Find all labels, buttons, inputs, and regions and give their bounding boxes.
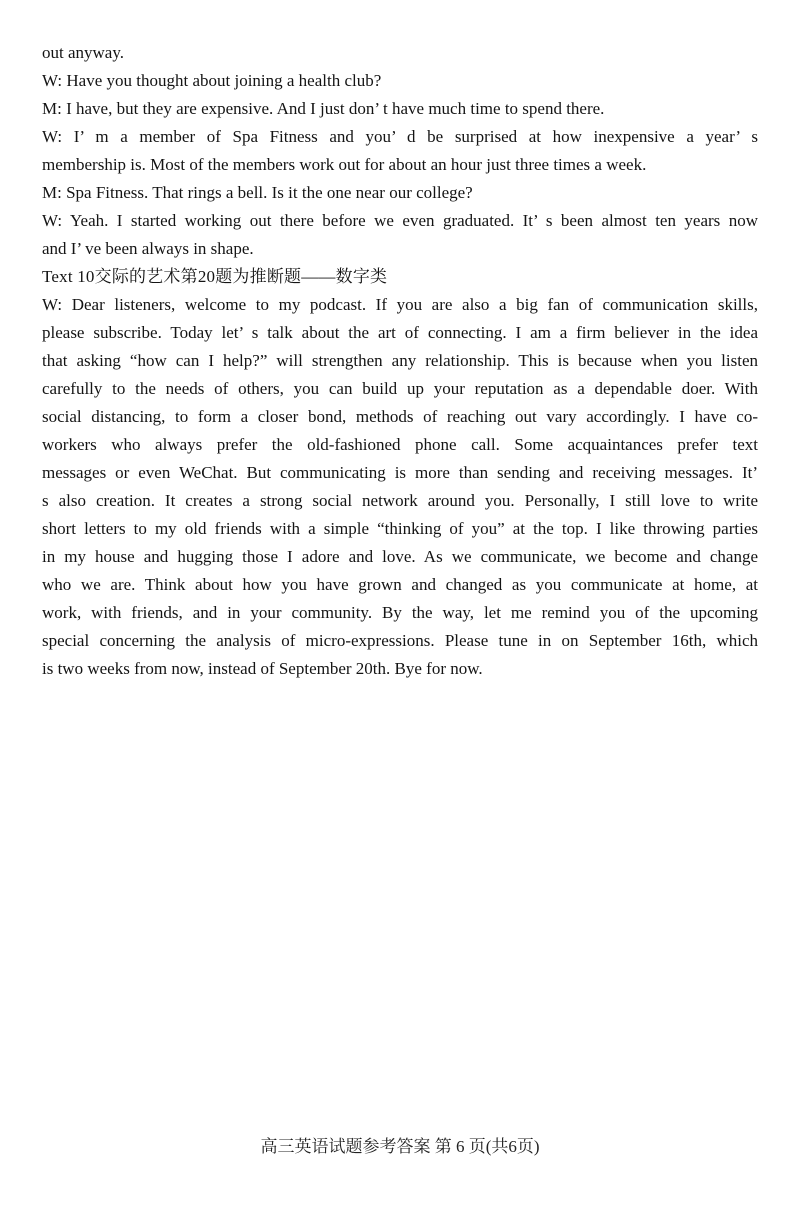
- transcript-line: special concerning the analysis of micro-expressions. Please tune in on September 16th, which: [42, 631, 758, 650]
- transcript-line: messages or even WeChat. But communicating is more than sending and receiving messages. It’: [42, 463, 758, 482]
- transcript-line: W: Dear listeners, welcome to my podcast. If you are also a big fan of communication skills,: [42, 295, 758, 314]
- transcript-line: who we are. Think about how you have grown and changed as you communicate at home, at: [42, 575, 758, 594]
- transcript-line: M: I have, but they are expensive. And I just don’ t have much time to spend there.: [42, 99, 605, 118]
- transcript-lines: [42, 39, 758, 683]
- transcript-line: that asking “how can I help?” will strengthen any relationship. This is because when you listen: [42, 351, 758, 370]
- transcript-line: social distancing, to form a closer bond, methods of reaching out vary accordingly. I have co-: [42, 407, 758, 426]
- transcript-line: membership is. Most of the members work out for about an hour just three times a week.: [42, 155, 647, 174]
- transcript-line: and I’ ve been always in shape.: [42, 239, 254, 258]
- transcript-line: in my house and hugging those I adore and love. As we communicate, we become and change: [42, 547, 758, 566]
- transcript-line: W: I’ m a member of Spa Fitness and you’ d be surprised at how inexpensive a year’ s: [42, 127, 758, 146]
- transcript-line: W: Have you thought about joining a health club?: [42, 71, 382, 90]
- transcript-line: W: Yeah. I started working out there before we even graduated. It’ s been almost ten years now: [42, 211, 758, 230]
- transcript-line: carefully to the needs of others, you can build up your reputation as a dependable doer. With: [42, 379, 758, 398]
- transcript-line: is two weeks from now, instead of September 20th. Bye for now.: [42, 659, 483, 678]
- transcript-line: please subscribe. Today let’ s talk about the art of connecting. I am a firm believer in the idea: [42, 323, 758, 342]
- section-heading: Text 10交际的艺术第20题为推断题——数字类: [42, 267, 388, 286]
- page-footer: 高三英语试题参考答案 第 6 页(共6页): [260, 1137, 540, 1156]
- transcript-line: M: Spa Fitness. That rings a bell. Is it the one near our college?: [42, 183, 473, 202]
- transcript-line: short letters to my old friends with a simple “thinking of you” at the top. I like throwing parties: [42, 519, 758, 538]
- transcript-line: work, with friends, and in your community. By the way, let me remind you of the upcoming: [42, 603, 758, 622]
- transcript-line: workers who always prefer the old-fashioned phone call. Some acquaintances prefer text: [42, 435, 758, 454]
- transcript-line: out anyway.: [42, 43, 124, 62]
- transcript-line: s also creation. It creates a strong social network around you. Personally, I still love to write: [42, 491, 758, 510]
